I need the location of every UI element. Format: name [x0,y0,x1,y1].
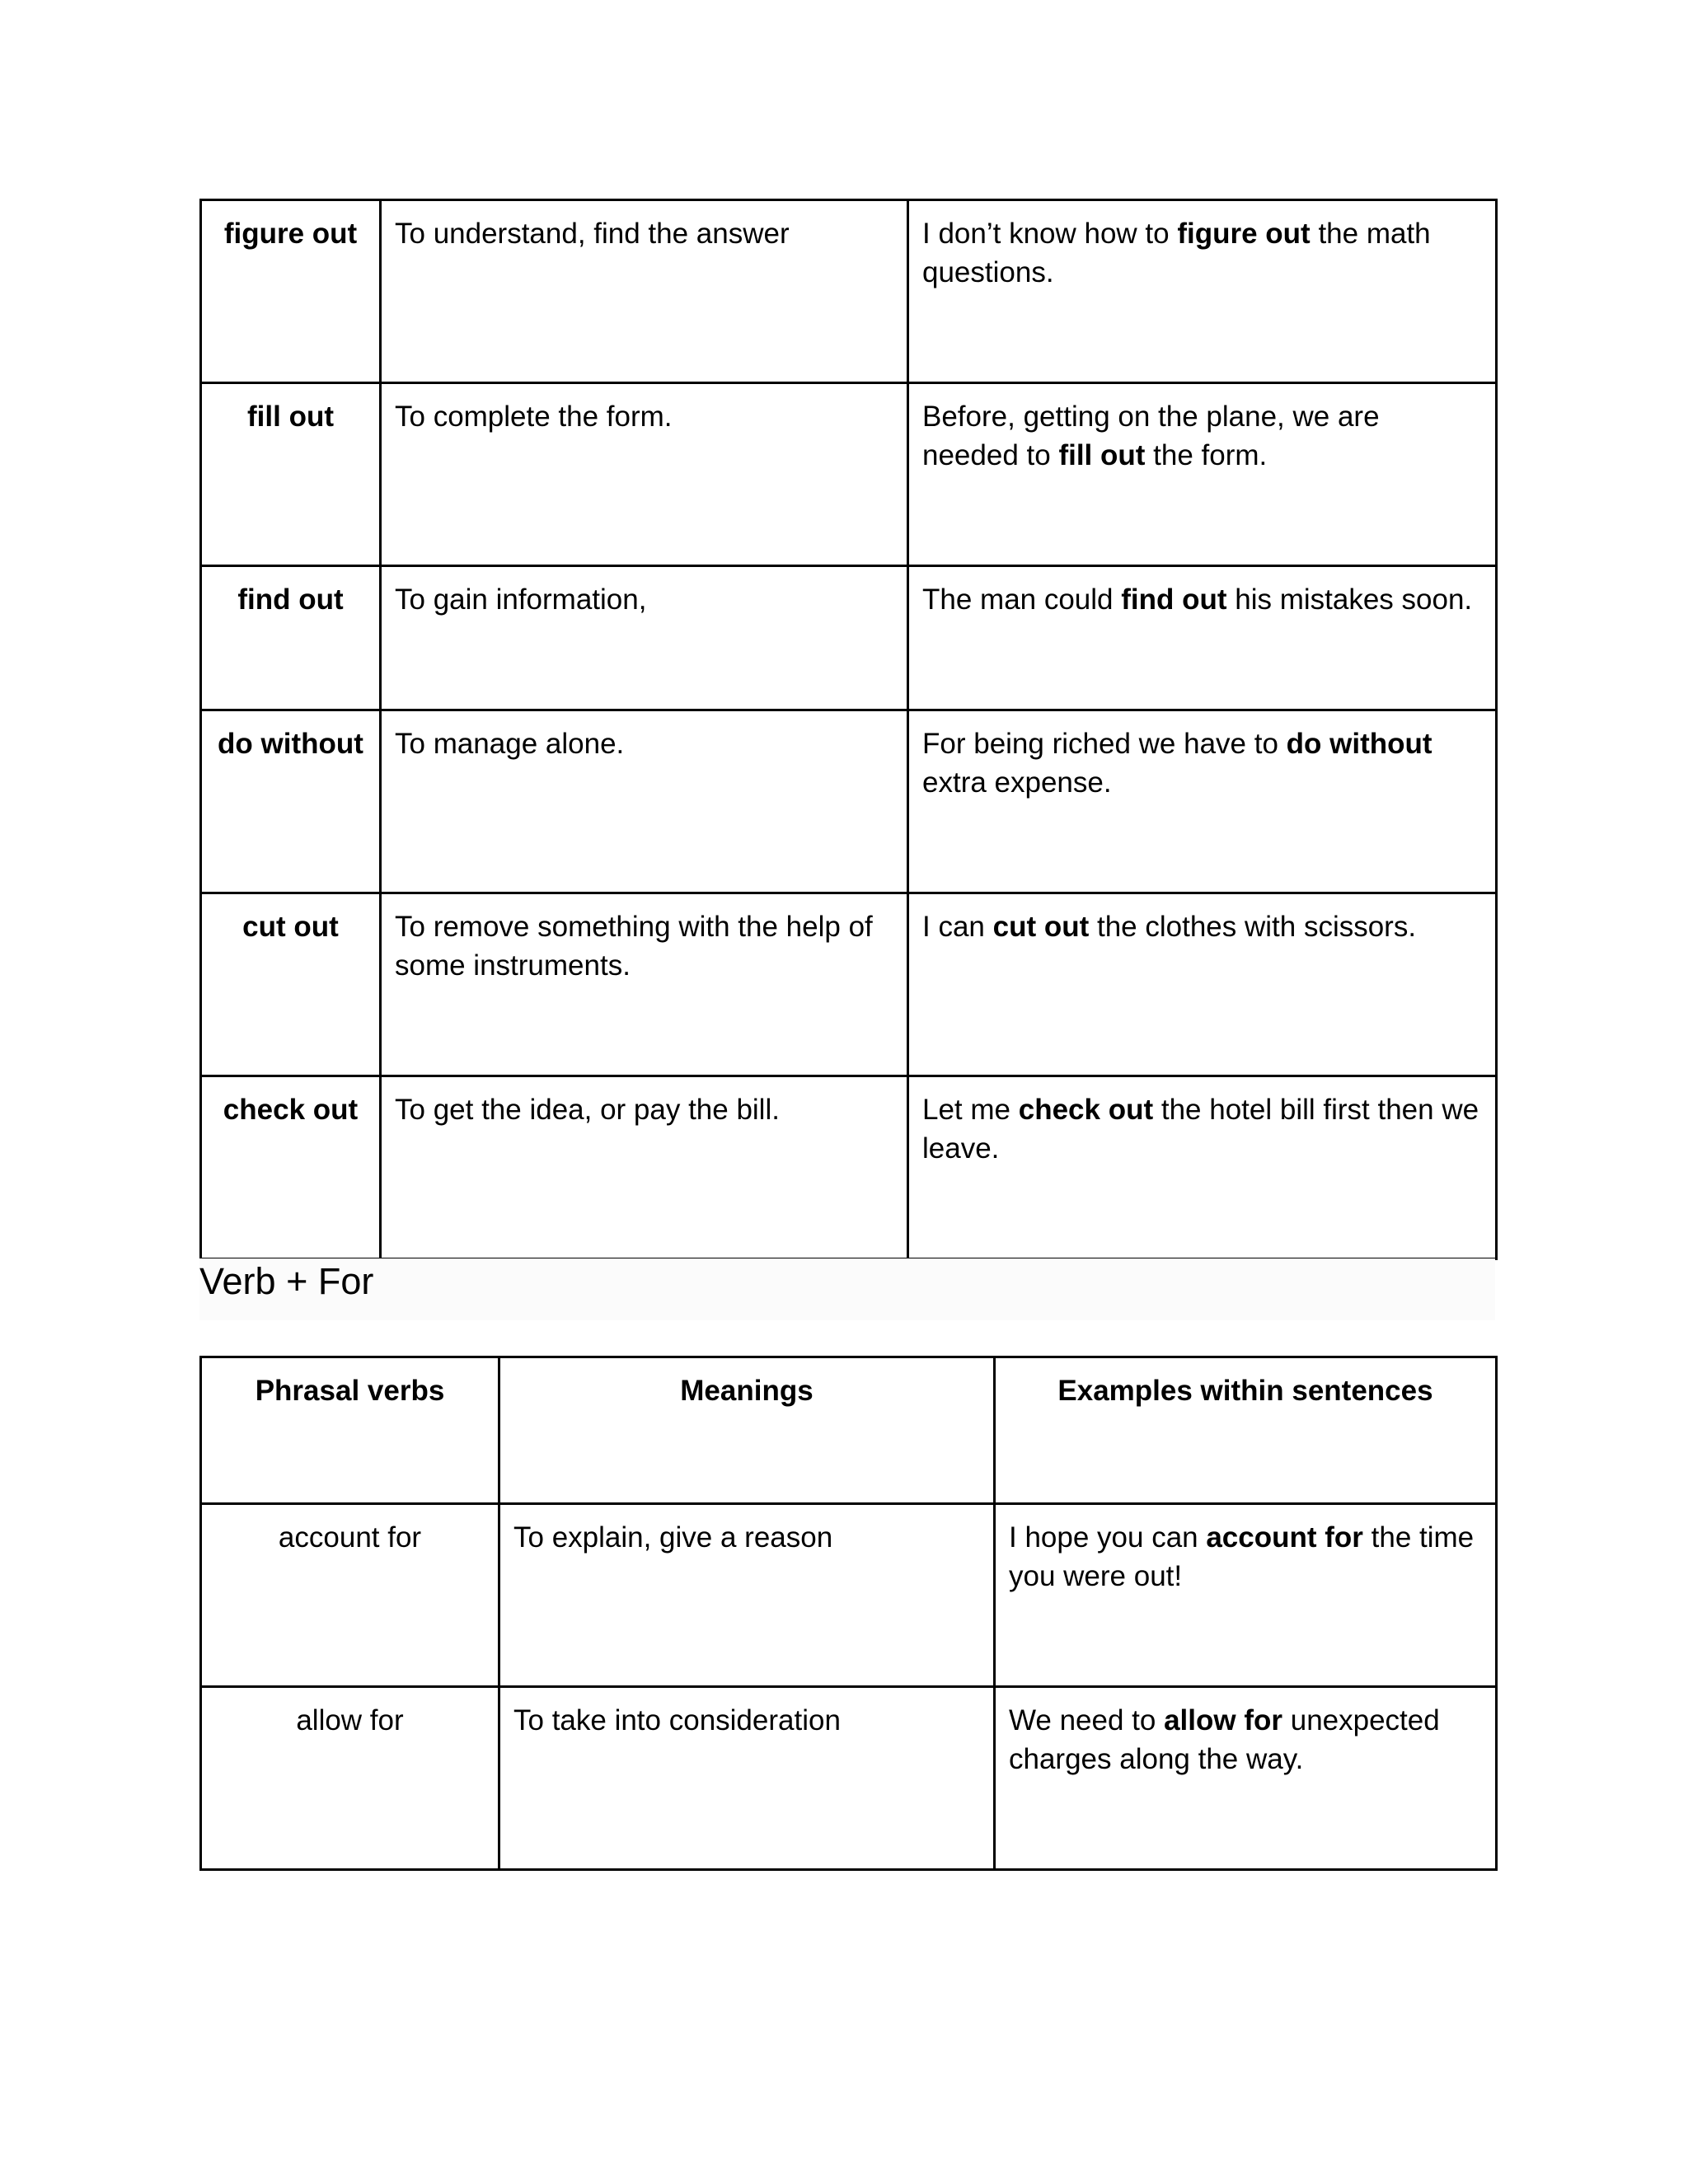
table-header-row [201,1357,1497,1504]
table-row [201,1076,1497,1259]
example-text: the math questions. [922,218,1431,288]
example-cell [908,710,1497,893]
phrasal-verb-cell: check out [201,1076,381,1259]
example-text: the clothes with scissors. [1089,911,1417,943]
example-cell [908,383,1497,566]
phrasal-verbs-for-table [199,1356,1498,1871]
section-heading: Verb + For [199,1258,1495,1320]
example-text: The man could [922,583,1122,616]
meaning-cell: To explain, give a reason [499,1504,995,1687]
example-phrasal-verb: figure out [1177,218,1311,250]
meaning-cell: To complete the form. [381,383,908,566]
example-phrasal-verb: cut out [992,911,1090,943]
example-text: I hope you can [1009,1521,1207,1554]
table-row [201,1504,1497,1687]
table-row [201,200,1497,383]
phrasal-verb-cell: allow for [201,1687,499,1870]
example-cell [908,893,1497,1076]
example-phrasal-verb: do without [1286,728,1432,760]
meaning-cell: To get the idea, or pay the bill. [381,1076,908,1259]
table-row [201,383,1497,566]
phrasal-verb-cell: account for [201,1504,499,1687]
example-phrasal-verb: find out [1121,583,1227,616]
example-text: extra expense. [922,766,1112,799]
example-text: the hotel bill first then we leave. [922,1094,1479,1165]
example-text: his mistakes soon. [1226,583,1473,616]
example-text: I don’t know how to [922,218,1178,250]
example-phrasal-verb: allow for [1164,1704,1282,1736]
table-row [201,1687,1497,1870]
example-phrasal-verb: check out [1018,1094,1154,1126]
example-text: the time you were out! [1009,1521,1475,1592]
phrasal-verb-cell: do without [201,710,381,893]
meaning-cell: To gain information, [381,566,908,710]
example-text: the form. [1145,439,1268,471]
column-header-examples: Examples within sentences [995,1357,1497,1504]
example-phrasal-verb: fill out [1058,439,1146,471]
example-text: For being riched we have to [922,728,1287,760]
table-row [201,710,1497,893]
example-cell [908,566,1497,710]
meaning-cell: To manage alone. [381,710,908,893]
phrasal-verbs-out-table [199,199,1498,1260]
meaning-cell: To remove something with the help of some instruments. [381,893,908,1076]
column-header-phrasal-verbs: Phrasal verbs [201,1357,499,1504]
column-header-meanings: Meanings [499,1357,995,1504]
meaning-cell: To take into consideration [499,1687,995,1870]
table-row [201,893,1497,1076]
table-row [201,566,1497,710]
phrasal-verb-cell: find out [201,566,381,710]
phrasal-verb-cell: cut out [201,893,381,1076]
meaning-cell: To understand, find the answer [381,200,908,383]
example-text: unexpected charges along the way. [1009,1704,1440,1775]
example-phrasal-verb: account for [1206,1521,1363,1554]
example-text: We need to [1009,1704,1165,1736]
example-text: Let me [922,1094,1019,1126]
example-text: Before, getting on the plane, we are needed to [922,401,1380,471]
phrasal-verb-cell: figure out [201,200,381,383]
example-text: I can [922,911,993,943]
example-cell [908,200,1497,383]
example-cell [995,1504,1497,1687]
example-cell [995,1687,1497,1870]
phrasal-verb-cell: fill out [201,383,381,566]
example-cell [908,1076,1497,1259]
